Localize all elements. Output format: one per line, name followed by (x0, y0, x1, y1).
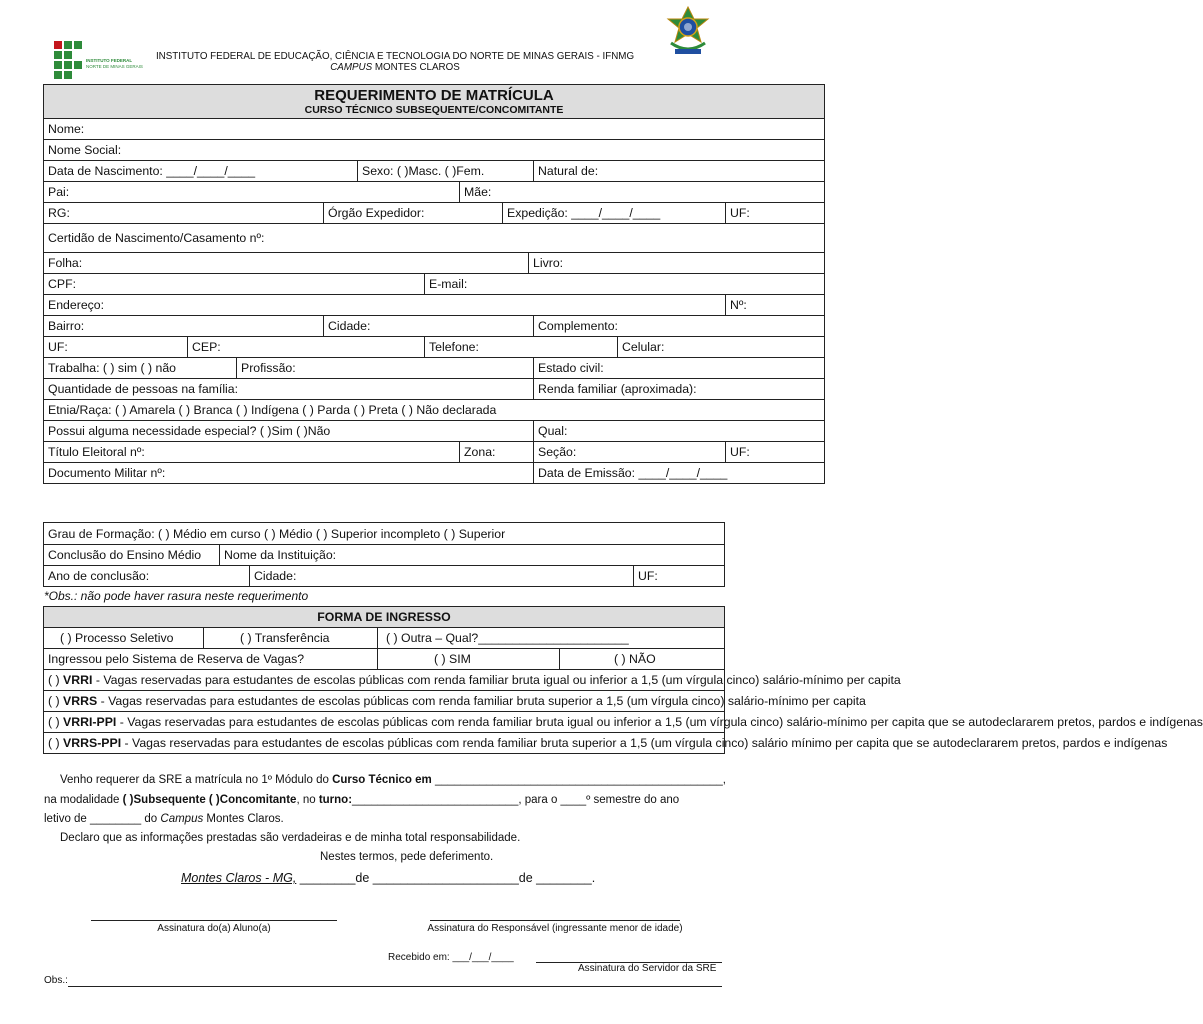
personal-data-table (43, 84, 825, 484)
endereco-field[interactable]: Endereço: (44, 295, 726, 316)
recebido-em[interactable]: Recebido em: ___/___/____ (388, 952, 514, 963)
pai-field[interactable]: Pai: (44, 182, 460, 203)
declaration-line-1: Venho requerer da SRE a matrícula no 1º Módulo do Curso Técnico em _____________________________________________, (60, 774, 726, 786)
titulo-eleitoral-field[interactable]: Título Eleitoral nº: (44, 442, 460, 463)
cota-vrri-ppi-option[interactable]: ( ) VRRI-PPI - Vagas reservadas para estudantes de escolas públicas com renda familiar bruta igual ou inferior a 1,5 (um vírgula cinco) salário-mínimo per capita que se autodeclararem pretos, pardos e indígenas (44, 712, 725, 733)
declaration-line-5: Nestes termos, pede deferimento. (320, 851, 494, 863)
declaration-line-4: Declaro que as informações prestadas são verdadeiras e de minha total responsabilidade. (60, 832, 521, 844)
certidao-field[interactable]: Certidão de Nascimento/Casamento nº: (44, 224, 825, 253)
logo-text-1: INSTITUTO FEDERAL (86, 58, 133, 63)
form-title: REQUERIMENTO DE MATRÍCULA (314, 86, 554, 104)
cidade-field[interactable]: Cidade: (324, 316, 534, 337)
secao-field[interactable]: Seção: (534, 442, 726, 463)
responsavel-signature-label: Assinatura do Responsável (ingressante menor de idade) (427, 923, 683, 934)
etnia-field[interactable]: Etnia/Raça: ( ) Amarela ( ) Branca ( ) Indígena ( ) Parda ( ) Preta ( ) Não declarada (44, 400, 825, 421)
mae-field[interactable]: Mãe: (460, 182, 825, 203)
nome-field[interactable]: Nome: (44, 119, 825, 140)
uf-field-3[interactable]: UF: (726, 442, 825, 463)
obs-label: Obs.: (44, 975, 68, 986)
nome-social-field[interactable]: Nome Social: (44, 140, 825, 161)
uf-field-2[interactable]: UF: (44, 337, 188, 358)
logo-text-2: NORTE DE MINAS GERAIS (86, 64, 143, 69)
processo-seletivo-option[interactable]: ( ) Processo Seletivo (44, 628, 204, 649)
ano-conclusao-field[interactable]: Ano de conclusão: (44, 566, 250, 587)
obs-line[interactable] (68, 986, 722, 987)
data-emissao-field[interactable]: Data de Emissão: ____/____/____ (534, 463, 825, 484)
uf-field[interactable]: UF: (726, 203, 825, 224)
orgao-expedidor-field[interactable]: Órgão Expedidor: (324, 203, 503, 224)
numero-field[interactable]: Nº: (726, 295, 825, 316)
aluno-signature-label: Assinatura do(a) Aluno(a) (157, 923, 271, 934)
estado-civil-field[interactable]: Estado civil: (534, 358, 825, 379)
celular-field[interactable]: Celular: (618, 337, 825, 358)
declaration-line-3: letivo de ________ do Campus Montes Claros. (44, 813, 284, 825)
conclusao-field: Conclusão do Ensino Médio (44, 545, 220, 566)
reserva-sim-option[interactable]: ( ) SIM (378, 649, 560, 670)
qual-field[interactable]: Qual: (534, 421, 825, 442)
ifnmg-logo (54, 41, 143, 79)
email-field[interactable]: E-mail: (425, 274, 825, 295)
reserva-vagas-label: Ingressou pelo Sistema de Reserva de Vagas? (44, 649, 378, 670)
cota-vrri-option[interactable]: ( ) VRRI - Vagas reservadas para estudantes de escolas públicas com renda familiar bruta igual ou inferior a 1,5 (um vírgula cinco) salário-mínimo per capita (44, 670, 725, 691)
cota-vrrs-ppi-option[interactable]: ( ) VRRS-PPI - Vagas reservadas para estudantes de escolas públicas com renda familiar bruta superior a 1,5 (um vírgula cinco) salário mínimo per capita que se autodeclararem pretos, pardos e indígenas (44, 733, 725, 754)
form-subtitle: CURSO TÉCNICO SUBSEQUENTE/CONCOMITANTE (304, 103, 564, 116)
aluno-signature-line[interactable] (91, 920, 337, 921)
sexo-field[interactable]: Sexo: ( )Masc. ( )Fem. (358, 161, 534, 182)
reserva-nao-option[interactable]: ( ) NÃO (560, 649, 725, 670)
campus-name: CAMPUS MONTES CLAROS (330, 62, 460, 73)
ingresso-table (43, 606, 1203, 754)
cep-field[interactable]: CEP: (188, 337, 425, 358)
ingresso-title: FORMA DE INGRESSO (44, 607, 725, 628)
livro-field[interactable]: Livro: (529, 253, 825, 274)
natural-field[interactable]: Natural de: (534, 161, 825, 182)
brazil-coat-of-arms-icon (663, 5, 713, 60)
zona-field[interactable]: Zona: (460, 442, 534, 463)
renda-field[interactable]: Renda familiar (aproximada): (534, 379, 825, 400)
necessidade-field[interactable]: Possui alguma necessidade especial? ( )Sim ( )Não (44, 421, 534, 442)
trabalha-field[interactable]: Trabalha: ( ) sim ( ) não (44, 358, 237, 379)
folha-field[interactable]: Folha: (44, 253, 529, 274)
qtd-pessoas-field[interactable]: Quantidade de pessoas na família: (44, 379, 534, 400)
expedicao-field[interactable]: Expedição: ____/____/____ (503, 203, 726, 224)
cidade-conclusao-field[interactable]: Cidade: (250, 566, 634, 587)
declaration-line-2: na modalidade ( )Subsequente ( )Concomitante, no turno:__________________________, para o ____º semestre do ano (44, 794, 680, 806)
doc-militar-field[interactable]: Documento Militar nº: (44, 463, 534, 484)
institution-name: INSTITUTO FEDERAL DE EDUCAÇÃO, CIÊNCIA E TECNOLOGIA DO NORTE DE MINAS GERAIS - IFNMG (155, 51, 635, 62)
education-table (43, 522, 725, 587)
profissao-field[interactable]: Profissão: (237, 358, 534, 379)
data-nascimento-field[interactable]: Data de Nascimento: ____/____/____ (44, 161, 358, 182)
bairro-field[interactable]: Bairro: (44, 316, 324, 337)
servidor-signature-label: Assinatura do Servidor da SRE (578, 963, 717, 974)
cota-vrrs-option[interactable]: ( ) VRRS - Vagas reservadas para estudantes de escolas públicas com renda familiar bruta superior a 1,5 (um vírgula cinco) salário-mínimo per capita (44, 691, 725, 712)
complemento-field[interactable]: Complemento: (534, 316, 825, 337)
rg-field[interactable]: RG: (44, 203, 324, 224)
date-line[interactable]: Montes Claros - MG, ________de _____________________de ________. (181, 871, 596, 885)
nome-instituicao-field[interactable]: Nome da Instituição: (220, 545, 725, 566)
obs-rasura: *Obs.: não pode haver rasura neste requerimento (44, 589, 309, 603)
grau-formacao-field[interactable]: Grau de Formação: ( ) Médio em curso ( ) Médio ( ) Superior incompleto ( ) Superior (44, 523, 725, 545)
uf-conclusao-field[interactable]: UF: (634, 566, 725, 587)
telefone-field[interactable]: Telefone: (425, 337, 618, 358)
responsavel-signature-line[interactable] (430, 920, 680, 921)
transferencia-option[interactable]: ( ) Transferência (204, 628, 378, 649)
outra-option[interactable]: ( ) Outra – Qual?______________________ (378, 628, 725, 649)
cpf-field[interactable]: CPF: (44, 274, 425, 295)
